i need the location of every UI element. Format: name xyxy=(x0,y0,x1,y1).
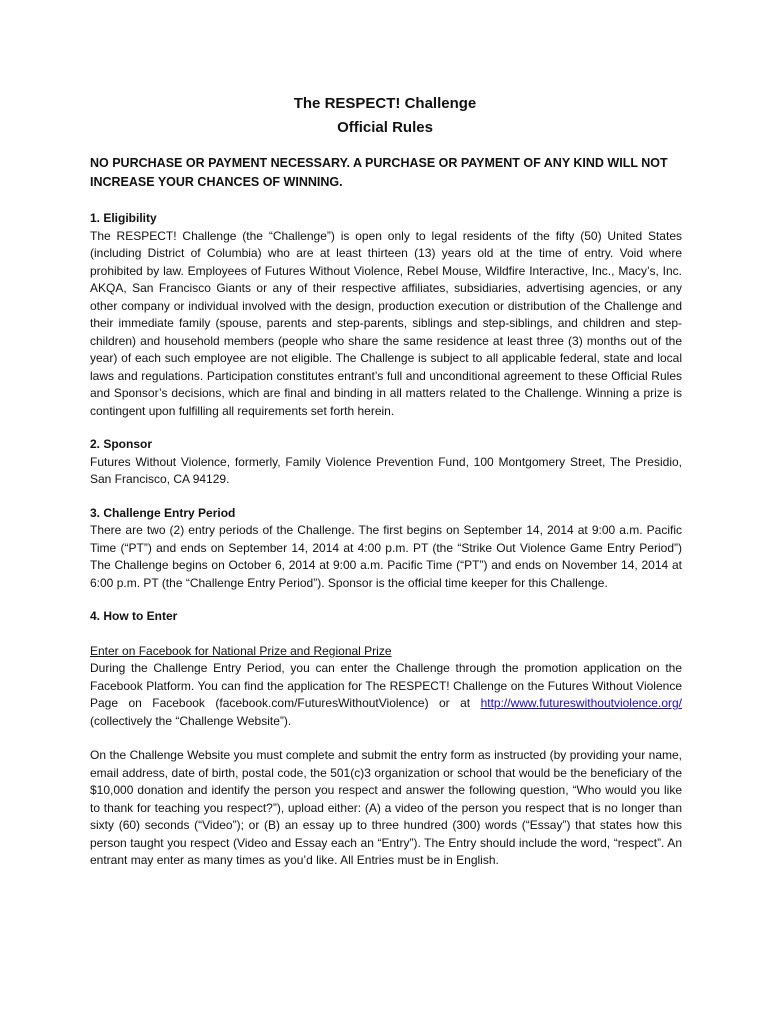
section-entry-period xyxy=(90,505,682,593)
section-heading: 4. How to Enter xyxy=(90,609,178,623)
title-block xyxy=(0,92,770,140)
facebook-entry-subheading: Enter on Facebook for National Prize and Regional Prize xyxy=(90,643,392,658)
section-heading: 3. Challenge Entry Period xyxy=(90,505,236,520)
facebook-entry-body xyxy=(90,660,682,730)
section-body: Futures Without Violence, formerly, Family Violence Prevention Fund, 100 Montgomery Street, The Presidio, San Francisco, CA 94129. xyxy=(90,454,682,486)
facebook-entry-tail: (collectively the “Challenge Website”). xyxy=(90,713,292,728)
section-heading: 1. Eligibility xyxy=(90,211,157,225)
entry-instructions-body: On the Challenge Website you must complete and submit the entry form as instructed (by providing your name, email address, date of birth, postal code, the 501(c)3 organization or school that would be the beneficiary of the $10,000 donation and identify the person you respect and answer the following question, “Who would you like to thank for teaching you respect?”), upload either: (A) a video of the person you respect that is no longer than sixty (60) seconds (“Video”); or (B) an essay up to three hundred (300) words (“Essay”) that states how this person taught you respect (Video and Essay each an “Entry”). The Entry should include the word, “respect”. An entrant may enter as many times as you’d like. All Entries must be in English. xyxy=(90,748,682,867)
document-title: The RESPECT! Challenge xyxy=(293,95,477,112)
section-how-to-enter xyxy=(90,608,682,870)
section-body: The RESPECT! Challenge (the “Challenge”) is open only to legal residents of the fifty (50) United States (including District of Columbia) who are at least thirteen (13) years old at the time of entry. Void where prohibited by law. Employees of Futures Without Violence, Rebel Mouse, Wildfire Interactive, Inc., Macy’s, Inc. AKQA, San Francisco Giants or any of their respective affiliates, subsidiaries, advertising agencies, or any other company or individual involved with the design, production execution or distribution of the Challenge and their immediate family (spouse, parents and step-parents, siblings and step-siblings, and children and step-children) and household members (people who share the same residence at least three (3) months out of the year) of each such employee are not eligible. The Challenge is subject to all applicable federal, state and local laws and regulations. Participation constitutes entrant’s full and unconditional agreement to these Official Rules and Sponsor’s decisions, which are final and binding in all matters related to the Challenge. Winning a prize is contingent upon fulfilling all requirements set forth herein. xyxy=(90,228,682,418)
rules-content xyxy=(90,154,682,886)
facebook-entry-text: During the Challenge Entry Period, you can enter the Challenge through the promotion application on the Facebook Platform. You can find the application for The RESPECT! Challenge on the Futures Without Violence Page on Facebook (facebook.com/FuturesWithoutViolence) or at xyxy=(90,661,682,710)
section-heading: 2. Sponsor xyxy=(90,437,153,451)
futures-website-link[interactable]: http://www.futureswithoutviolence.org/ xyxy=(480,696,682,710)
section-sponsor xyxy=(90,436,682,489)
section-eligibility xyxy=(90,210,682,420)
document-subtitle: Official Rules xyxy=(337,119,433,136)
section-body: There are two (2) entry periods of the Challenge. The first begins on September 14, 2014 at 9:00 a.m. Pacific Time (“PT”) and ends on September 14, 2014 at 4:00 p.m. PT (the “Strike Out Violence Game Entry Period”) The Challenge begins on October 6, 2014 at 9:00 a.m. Pacific Time (“PT”) and ends on November 14, 2014 at 6:00 p.m. PT (the “Challenge Entry Period”). Sponsor is the official time keeper for this Challenge. xyxy=(90,523,682,590)
purchase-notice: NO PURCHASE OR PAYMENT NECESSARY. A PURCHASE OR PAYMENT OF ANY KIND WILL NOT INCREASE YOUR CHANCES OF WINNING. xyxy=(90,156,668,189)
